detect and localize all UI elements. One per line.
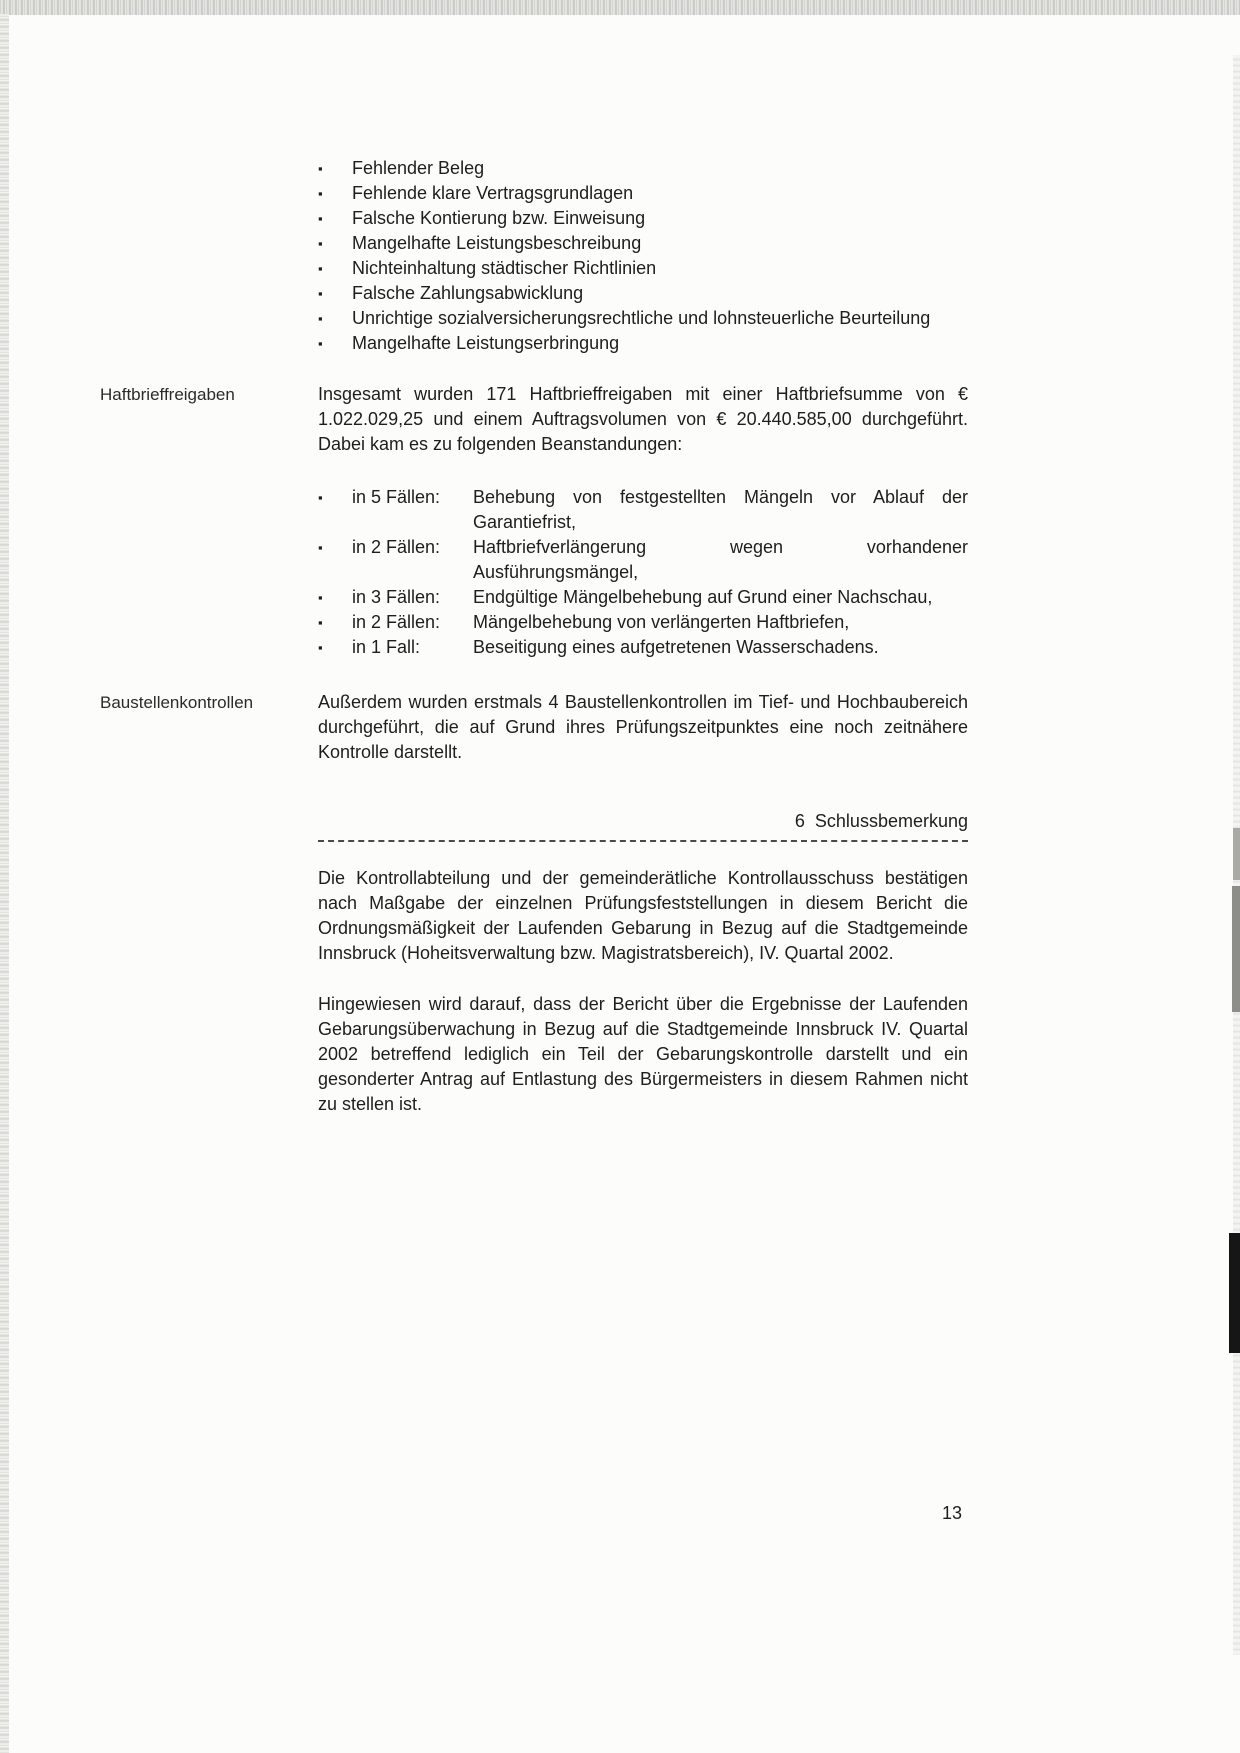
bullet-icon [318, 181, 352, 206]
section-schlussbemerkung [318, 809, 968, 1117]
case-text: Beseitigung eines aufgetretenen Wasserschadens. [473, 637, 879, 657]
case-label: in 2 Fällen: [352, 537, 441, 557]
margin-label-haftbrieffreigaben: Haftbrieffreigaben [100, 385, 235, 404]
case-bullet-list [318, 485, 968, 660]
bullet-text: Nichteinhaltung städtischer Richtlinien [352, 258, 657, 278]
case-text: Haftbriefverlängerung wegen vorhandener Ausführungsmängel, [473, 537, 968, 582]
bullet-text: Fehlender Beleg [352, 158, 485, 178]
list-item [318, 331, 968, 356]
bullet-text: Mangelhafte Leistungserbringung [352, 333, 620, 353]
bullet-icon [318, 156, 352, 181]
case-label: in 2 Fällen: [352, 612, 441, 632]
scan-artifact-right-black [1229, 1233, 1240, 1353]
intro-bullet-list [318, 156, 968, 356]
schluss-paragraph-1: Die Kontrollabteilung und der gemeinderätliche Kontrollausschuss bestätigen nach Maßgabe der einzelnen Prüfungsfeststellungen in diesem Bericht die Ordnungsmäßigkeit der Laufenden Gebarung in Bezug auf die Stadtgemeinde Innsbruck (Hoheitsverwaltung bzw. Magistratsbereich), IV. Quartal 2002. [318, 868, 968, 963]
bullet-icon [318, 256, 352, 281]
bullet-text: Unrichtige sozialversicherungsrechtliche und lohnsteuerliche Beurteilung [352, 308, 931, 328]
haftbrief-paragraph: Insgesamt wurden 171 Haftbrieffreigaben mit einer Haftbriefsumme von € 1.022.029,25 und einem Auftragsvolumen von € 20.440.585,00 durchgeführt. Dabei kam es zu folgenden Beanstandungen: [318, 384, 968, 454]
case-text: Endgültige Mängelbehebung auf Grund einer Nachschau, [473, 587, 933, 607]
bullet-icon [318, 635, 352, 660]
schluss-heading: 6 Schlussbemerkung [794, 811, 968, 831]
section-haftbrieffreigaben [0, 382, 1240, 457]
bullet-icon [318, 306, 352, 331]
bullet-icon [318, 485, 352, 510]
margin-label-baustellenkontrollen: Baustellenkontrollen [100, 693, 254, 712]
case-label: in 1 Fall: [352, 637, 421, 657]
baustellen-paragraph: Außerdem wurden erstmals 4 Baustellenkontrollen im Tief- und Hochbaubereich durchgeführt, die auf Grund ihres Prüfungszeitpunktes eine noch zeitnähere Kontrolle darstellt. [318, 692, 968, 762]
list-item [318, 535, 968, 585]
bullet-icon [318, 281, 352, 306]
bullet-icon [318, 231, 352, 256]
bullet-text: Mangelhafte Leistungsbeschreibung [352, 233, 642, 253]
list-item [318, 231, 968, 256]
list-item [318, 156, 968, 181]
list-item [318, 635, 968, 660]
case-text: Behebung von festgestellten Mängeln vor Ablauf der Garantiefrist, [473, 487, 968, 532]
list-item [318, 181, 968, 206]
list-item [318, 281, 968, 306]
case-text: Mängelbehebung von verlängerten Haftbriefen, [473, 612, 850, 632]
case-label: in 5 Fällen: [352, 487, 441, 507]
bullet-icon [318, 535, 352, 560]
list-item [318, 610, 968, 635]
bullet-icon [318, 206, 352, 231]
list-item [318, 306, 968, 331]
bullet-text: Fehlende klare Vertragsgrundlagen [352, 183, 634, 203]
bullet-icon [318, 585, 352, 610]
page-number: 13 [942, 1503, 963, 1523]
list-item [318, 485, 968, 535]
case-label: in 3 Fällen: [352, 587, 441, 607]
bullet-icon [318, 331, 352, 356]
bullet-icon [318, 610, 352, 635]
section-baustellenkontrollen [0, 690, 1240, 765]
bullet-text: Falsche Zahlungsabwicklung [352, 283, 584, 303]
list-item [318, 256, 968, 281]
schluss-paragraph-2: Hingewiesen wird darauf, dass der Bericht über die Ergebnisse der Laufenden Gebarungsüberwachung in Bezug auf die Stadtgemeinde Innsbruck IV. Quartal 2002 betreffend lediglich ein Teil der Gebarungskontrolle darstellt und ein gesonderter Antrag auf Entlastung des Bürgermeisters in diesem Rahmen nicht zu stellen ist. [318, 994, 968, 1114]
list-item [318, 585, 968, 610]
bullet-text: Falsche Kontierung bzw. Einweisung [352, 208, 646, 228]
list-item [318, 206, 968, 231]
schluss-heading-rule [318, 809, 968, 842]
